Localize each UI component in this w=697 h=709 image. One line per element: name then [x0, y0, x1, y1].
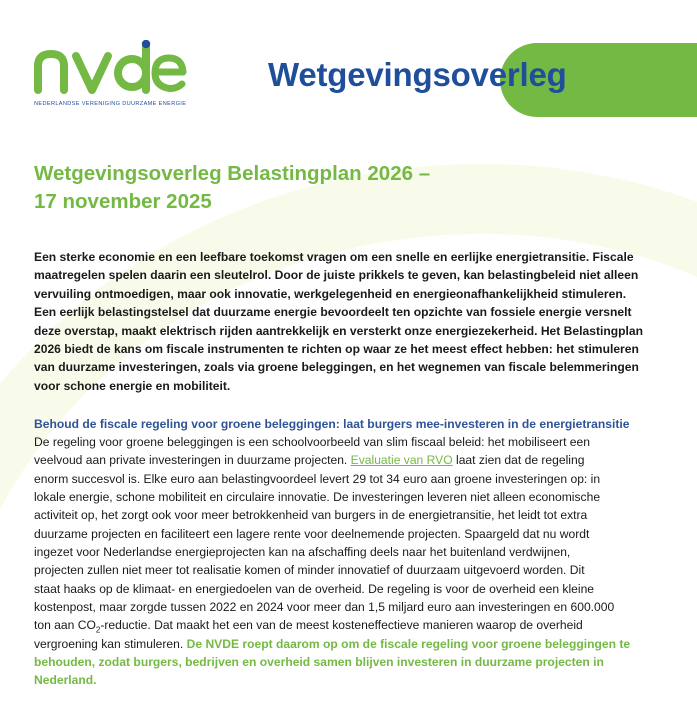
section-line-text: vergroening kan stimuleren. — [34, 636, 184, 651]
section-line: activiteit op, het zorgt ook voor meer betrokkenheid van burgers in de energietransitie, het leidt tot extra — [34, 508, 588, 523]
section-line: lokale energie, schone mobiliteit en circulaire innovatie. De investeringen leveren niet alleen economische — [34, 490, 601, 505]
section-line-text: laat zien dat de regeling — [456, 453, 585, 468]
intro-line: van duurzame investeringen, zoals via groene beleggingen, en het wegnemen van fiscale belemmeringen — [34, 360, 639, 375]
document-title — [34, 160, 654, 216]
header-title: Wetgevingsoverleg — [268, 56, 567, 93]
section-line: duurzame projecten en faciliteert een lagere rente voor deelnemende projecten. Spaargeld dat nu wordt — [34, 526, 590, 541]
intro-line: voor schone energie en mobiliteit. — [34, 378, 231, 393]
section-paragraph — [34, 433, 674, 690]
document-title-line-1: Wetgevingsoverleg Belastingplan 2026 – — [34, 162, 431, 185]
intro-line: vervuiling ontmoedigen, maar ook innovatie, werkgelegenheid en energieonafhankelijkheid stimuleren. — [34, 286, 627, 301]
co2-text: ton aan CO — [34, 618, 96, 633]
section-line — [34, 635, 674, 653]
intro-paragraph — [34, 248, 674, 395]
logo-subtitle: NEDERLANDSE VERENIGING DUURZAME ENERGIE — [34, 101, 187, 107]
section-line: enorm succesvol is. Elke euro aan belastingvoordeel levert 29 tot 34 euro aan groene investeringen op: in — [34, 471, 601, 486]
intro-line: maatregelen spelen daarin een sleutelrol. Door de juiste prikkels te geven, kan belastingbeleid niet alleen — [34, 268, 639, 283]
section-line: De regeling voor groene beleggingen is een schoolvoorbeeld van slim fiscaal beleid: het mobiliseert een — [34, 435, 590, 449]
section-line: kostenpost, maar zorgde tussen 2022 en 2024 voor meer dan 1,5 miljard euro aan investeringen en 600.000 — [34, 600, 615, 615]
section-line: ingezet voor Nederlandse energieprojecten kan na afschaffing deels naar het buitenland verdwijnen, — [34, 545, 571, 560]
call-to-action-line: behouden, zodat burgers, bedrijven en overheid samen blijven investeren in duurzame projecten in — [34, 655, 604, 670]
section-line: projecten zullen niet meer tot realisatie komen of minder innovatief of duurzaam uitgevoerd worden. Dit — [34, 563, 585, 578]
call-to-action-text: De NVDE roept daarom op om de fiscale regeling voor groene beleggingen te — [186, 636, 631, 651]
section-line: staat haaks op de klimaat- en energiedoelen van de overheid. De regeling is voor de overheid een kleine — [34, 581, 595, 596]
document-title-line-2: 17 november 2025 — [34, 190, 212, 213]
rvo-evaluation-link[interactable]: Evaluatie van RVO — [350, 453, 453, 468]
section-line — [34, 451, 674, 469]
section-line — [34, 616, 674, 634]
intro-line: 2026 biedt de kans om fiscale instrumenten te richten op waar ze het meest effect hebben: het stimuleren — [34, 342, 639, 357]
nvde-logo — [34, 40, 194, 114]
section-line-text: -reductie. Dat maakt het een van de meest kosteneffectieve manieren waarop de overheid — [100, 618, 583, 633]
co2-subscript: 2 — [95, 625, 101, 635]
section-heading: Behoud de fiscale regeling voor groene beleggingen: laat burgers mee-investeren in de energietransitie — [34, 417, 630, 431]
intro-line: Een eerlijk belastingstelsel dat duurzame energie bevoordeelt ten opzichte van fossiele energie versnelt — [34, 305, 632, 320]
intro-line: deze overstap, maakt elektrisch rijden aantrekkelijk en versterkt onze energiezekerheid. Het Belastingplan — [34, 323, 643, 338]
call-to-action-line: Nederland. — [34, 673, 97, 688]
section-line-text: veelvoud aan private investeringen in duurzame projecten. — [34, 453, 348, 468]
intro-line: Een sterke economie en een leefbare toekomst vragen om een snelle en eerlijke energietransitie. Fiscale — [34, 250, 634, 264]
